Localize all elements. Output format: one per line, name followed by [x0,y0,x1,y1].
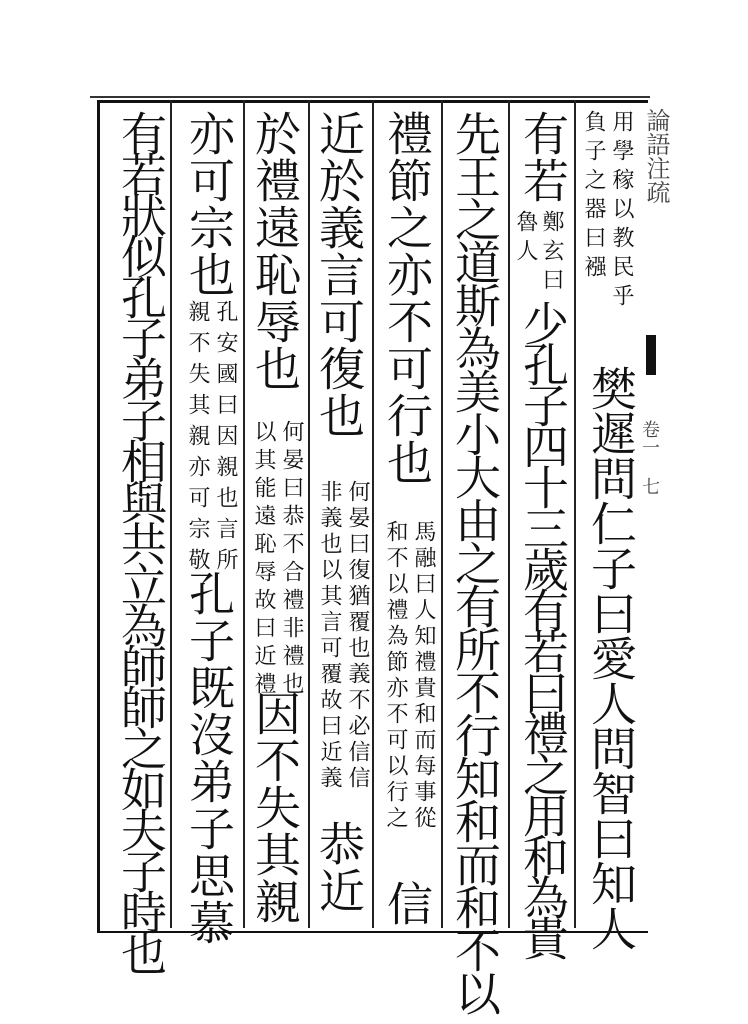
commentary-line: 負子之器曰襁 [581,110,606,284]
commentary-line: 何晏曰復猶覆也義不必信信 [345,480,370,792]
running-head: 論語注疏 [642,108,670,204]
main-text: 樊遲問仁子曰愛人問智曰知人 [584,365,638,950]
commentary-line: 馬融曰人知禮貴和而每事從 [411,520,436,832]
main-text: 恭近 [312,820,366,914]
main-text: 因不失其親 [248,690,302,925]
column-rule [372,100,374,928]
main-text: 信 [380,880,434,927]
column-rule [308,100,310,928]
commentary-line: 非義也以其言可覆故曰近義 [317,480,342,792]
main-text: 先王之道斯為美小大由之有所不行知和而和不以 [448,110,502,1013]
commentary-line: 以其能遠恥辱故曰近禮 [251,420,276,700]
page-mark: 卷一 七 [639,420,660,495]
column-rule [441,100,443,928]
column-rule [508,100,510,928]
commentary-line: 鄭玄曰 [539,210,564,297]
commentary-line: 親不失其親亦可宗敬 [185,300,210,579]
main-text: 有若狀似孔子弟子相與共立為師師之如夫子時也 [114,110,168,971]
commentary-line: 何晏曰恭不合禮非禮也 [279,420,304,700]
main-text: 少孔子四十三歲有若曰禮之用和為貴 [516,300,570,956]
commentary-line: 和不以禮為節亦不可以行之 [383,520,408,832]
column-rule [170,100,172,928]
column-rule [243,100,245,928]
commentary-line: 孔安國曰因親也言所 [213,300,238,579]
commentary-line: 用學稼以教民乎 [609,110,634,313]
top-edge-rule [90,96,650,98]
main-text: 近於義言可復也 [312,110,366,439]
main-text: 於禮遠恥辱也 [248,110,302,392]
commentary-line: 魯人 [513,210,538,268]
fold-mark [646,335,656,375]
main-text: 有若 [516,110,570,204]
main-text: 亦可宗也 [182,110,236,298]
main-text: 孔子既沒弟子思慕 [182,570,236,946]
column-rule [574,100,576,928]
main-text: 禮節之亦不可行也 [380,110,434,486]
